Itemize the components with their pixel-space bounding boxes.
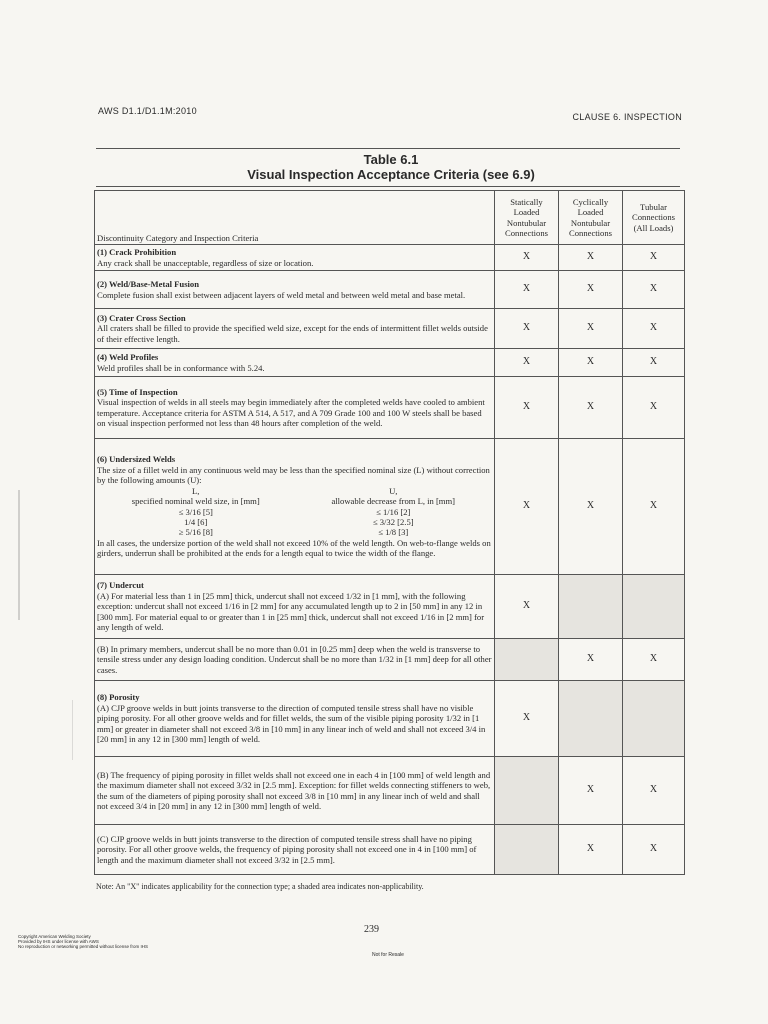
criteria-cell [95, 349, 495, 377]
static-mark: X [495, 271, 559, 309]
undersize-value-u: ≤ 1/16 [2] [376, 506, 411, 517]
undersize-value-l: 1/4 [6] [184, 516, 208, 527]
criteria-text: (B) In primary members, undercut shall be no more than 0.01 in [0.25 mm] deep when the weld is transverse to tensile stress under any design loading condition. Undercut shall be no more than 1/32 in [1 mm] deep for all other cases. [97, 643, 492, 675]
column-header-cyclic [559, 191, 623, 245]
criteria-text: Complete fusion shall exist between adjacent layers of weld metal and between weld metal and base metal. [97, 289, 466, 300]
cyclic-mark: X [559, 377, 623, 439]
col-static-line: Connections [505, 227, 548, 238]
undersize-sub-u: allowable decrease from L, in [mm] [331, 496, 456, 507]
col-static-line: Statically [510, 196, 543, 207]
static-mark: X [495, 309, 559, 349]
static-mark: X [495, 377, 559, 439]
criteria-cell [95, 439, 495, 575]
tubular-mark: X [623, 377, 685, 439]
cyclic-mark: X [559, 757, 623, 825]
criteria-cell [95, 825, 495, 875]
scan-artifact [18, 490, 20, 620]
header-row [95, 191, 685, 245]
criteria-cell [95, 271, 495, 309]
criteria-cell [95, 309, 495, 349]
table-row [95, 245, 685, 271]
tubular-mark: X [623, 309, 685, 349]
criteria-cell [95, 681, 495, 757]
col-tubular-line: Tubular [640, 201, 667, 212]
criteria-text: Visual inspection of welds in all steels may begin immediately after the completed welds have cooled to ambient temperature. Acceptance criteria for ASTM A 514, A 517, and A 709 Grade 100 and 100 W steels shall be based on visual inspection performed not less than 48 hours after completion of the weld. [97, 397, 485, 428]
table-title: Table 6.1 [363, 152, 419, 167]
cyclic-mark: X [559, 245, 623, 271]
category-title: (6) Undersized Welds [97, 454, 176, 465]
criteria-cell [95, 639, 495, 681]
table-row [95, 439, 685, 575]
copyright-line: Copyright American Welding Society [18, 934, 91, 939]
tubular-mark: X [623, 271, 685, 309]
table-row [95, 639, 685, 681]
cyclic-mark: X [559, 349, 623, 377]
criteria-text: All craters shall be filled to provide the specified weld size, except for the ends of intermittent fillet welds outside of their effective length. [97, 323, 488, 344]
static-mark [495, 639, 559, 681]
static-mark: X [495, 245, 559, 271]
tubular-mark: X [623, 757, 685, 825]
category-title: (3) Crater Cross Section [97, 312, 186, 323]
col-cyclic-line: Cyclically [572, 196, 609, 207]
undersize-head-u: U, [389, 485, 398, 496]
category-title: (5) Time of Inspection [97, 386, 178, 397]
column-header-tubular [623, 191, 685, 245]
running-header-left: AWS D1.1/D1.1M:2010 [98, 106, 197, 116]
cyclic-mark [559, 575, 623, 639]
undersize-value-u: ≤ 3/32 [2.5] [372, 516, 414, 527]
criteria-cell [95, 377, 495, 439]
scan-artifact [72, 700, 73, 760]
criteria-cell [95, 757, 495, 825]
tubular-mark: X [623, 245, 685, 271]
category-title: (7) Undercut [97, 580, 144, 591]
cyclic-mark: X [559, 825, 623, 875]
criteria-text: (A) CJP groove welds in butt joints transverse to the direction of computed tensile stress shall have no visible piping porosity. For all other groove welds and for fillet welds, the sum of the visible piping porosity 1/32 in [1 mm] or greater in diameter shall not exceed 3/8 in [10 mm] in any linear inch of weld and shall not exceed 3/4 in [20 mm] in any 12 in [300 mm] length of weld. [97, 702, 486, 745]
tubular-mark: X [623, 825, 685, 875]
undersize-value-u: ≤ 1/8 [3] [378, 527, 409, 538]
cyclic-mark: X [559, 439, 623, 575]
static-mark: X [495, 681, 559, 757]
table-row [95, 575, 685, 639]
undersize-sub-l: specified nominal weld size, in [mm] [131, 496, 260, 507]
column-header-criteria: Discontinuity Category and Inspection Criteria [95, 191, 495, 245]
tubular-mark: X [623, 349, 685, 377]
tubular-mark: X [623, 439, 685, 575]
header-rule [96, 148, 680, 149]
copyright-line: Provided by IHS under license with AWS [18, 939, 99, 945]
col-static-line: Nontubular [506, 217, 547, 228]
table-note: Note: An "X" indicates applicability for the connection type; a shaded area indicates non-applicability. [96, 882, 424, 891]
criteria-text: In all cases, the undersize portion of the weld shall not exceed 10% of the weld length. On web-to-flange welds on girders, underrun shall be prohibited at the ends for a length equal to twice the width of the flange. [97, 537, 491, 559]
undersize-table [97, 486, 492, 538]
col-cyclic-line: Loaded [577, 207, 604, 218]
tubular-mark [623, 575, 685, 639]
criteria-cell [95, 575, 495, 639]
undersize-head-l: L, [192, 485, 200, 496]
table-row [95, 271, 685, 309]
static-mark: X [495, 439, 559, 575]
col-static-line: Loaded [513, 207, 540, 218]
col-tubular-line: Connections [632, 212, 675, 223]
undersize-value-l: ≥ 5/16 [8] [178, 527, 213, 538]
col-cyclic-line: Nontubular [570, 217, 611, 228]
undersize-value-l: ≤ 3/16 [5] [178, 506, 213, 517]
copyright-notice [18, 934, 238, 950]
table-caption: Visual Inspection Acceptance Criteria (see 6.9) [247, 167, 535, 182]
cyclic-mark: X [559, 271, 623, 309]
page-number: 239 [364, 924, 379, 935]
criteria-text: (B) The frequency of piping porosity in fillet welds shall not exceed one in each 4 in [100 mm] of weld length and the maximum diameter shall not exceed 3/32 in [2.5 mm]. Exception: for fillet welds connecting stiffeners to web, the sum of the diameters of piping porosity shall not exceed 3/8 in [10 mm] in any linear inch of weld and shall not exceed 3/4 in [20 mm] in any 12 in [300 mm] length of weld. [97, 769, 491, 811]
criteria-cell [95, 245, 495, 271]
table-row [95, 309, 685, 349]
cyclic-mark [559, 681, 623, 757]
copyright-line: No reproduction or networking permitted without license from IHS [18, 944, 149, 950]
criteria-text: (C) CJP groove welds in butt joints transverse to the direction of computed tensile stress shall have no piping porosity. For all other groove welds, the frequency of piping porosity shall not exceed one in 4 in [100 mm] of length and the maximum diameter shall not exceed 3/32 in [2.5 mm]. [97, 833, 477, 865]
not-for-resale-notice: Not for Resale [372, 952, 404, 958]
static-mark: X [495, 349, 559, 377]
criteria-text: The size of a fillet weld in any continuous weld may be less than the specified nominal size (L) without correction by the following amounts (U): [97, 464, 490, 486]
category-title: (2) Weld/Base-Metal Fusion [97, 279, 200, 290]
table-row [95, 757, 685, 825]
criteria-text: Weld profiles shall be in conformance with 5.24. [97, 362, 265, 373]
tubular-mark [623, 681, 685, 757]
static-mark [495, 825, 559, 875]
col-cyclic-line: Connections [569, 227, 612, 238]
title-rule [96, 186, 680, 187]
table-row [95, 349, 685, 377]
cyclic-mark: X [559, 309, 623, 349]
column-header-static [495, 191, 559, 245]
inspection-criteria-table [94, 190, 685, 875]
running-header-right: CLAUSE 6. INSPECTION [572, 112, 682, 122]
table-row [95, 681, 685, 757]
category-title: (4) Weld Profiles [97, 352, 159, 363]
static-mark: X [495, 575, 559, 639]
tubular-mark: X [623, 639, 685, 681]
static-mark [495, 757, 559, 825]
criteria-text: (A) For material less than 1 in [25 mm] thick, undercut shall not exceed 1/32 in [1 mm], with the following exception: undercut shall not exceed 1/16 in [2 mm] for any accumulated length up to 2 in [50 mm] in any 12 in [300 mm]. For material equal to or greater than 1 in [25 mm] thick, undercut shall not exceed 1/16 in [2 mm] for any length of weld. [97, 590, 485, 633]
cyclic-mark: X [559, 639, 623, 681]
col-tubular-line: (All Loads) [633, 222, 674, 233]
table-row [95, 377, 685, 439]
category-title: (8) Porosity [97, 692, 140, 703]
table-row [95, 825, 685, 875]
category-title: (1) Crack Prohibition [97, 247, 177, 258]
criteria-text: Any crack shall be unacceptable, regardless of size or location. [97, 257, 314, 268]
